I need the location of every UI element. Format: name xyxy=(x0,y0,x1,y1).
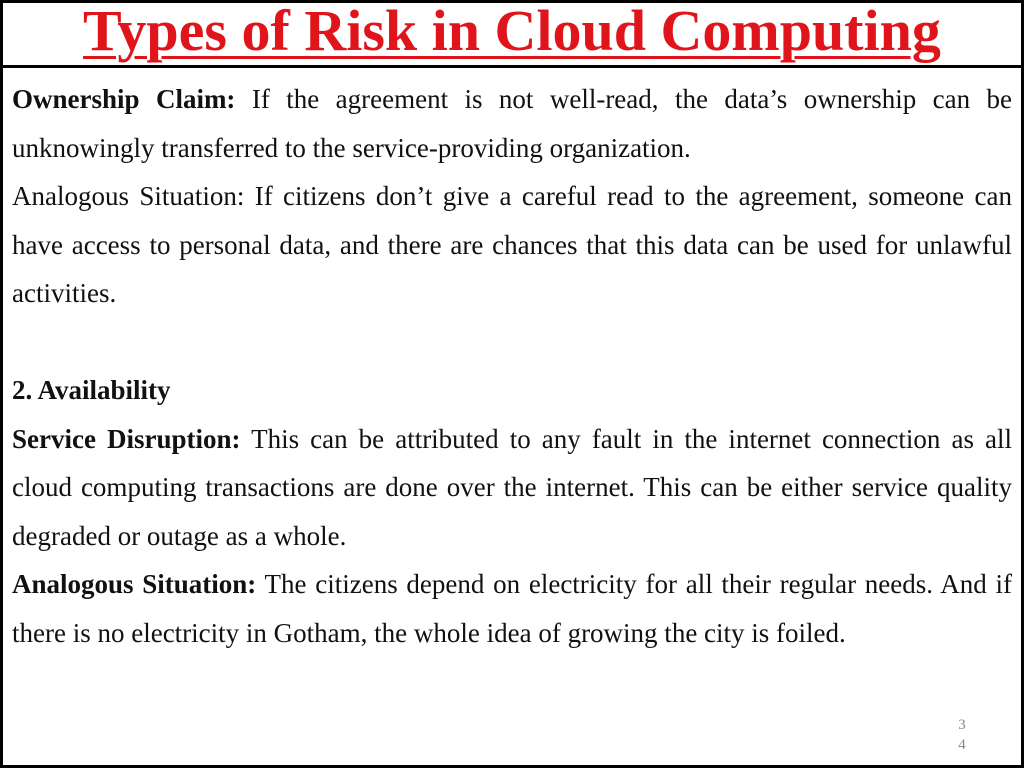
paragraph-text: Analogous Situation: If citizens don’t give a careful read to the agreement, someone can have access to personal data, and there are chances that this data can be used for unlawful activities. xyxy=(12,181,1012,308)
title-bar xyxy=(0,0,1024,68)
slide-title: Types of Risk in Cloud Computing xyxy=(83,0,941,63)
content-box xyxy=(0,68,1024,768)
paragraph-lead: Analogous Situation: xyxy=(12,569,257,599)
page-number-digit-2: 4 xyxy=(958,737,966,753)
paragraph-lead: Ownership Claim: xyxy=(12,84,236,114)
paragraph-lead: Service Disruption: xyxy=(12,423,241,454)
paragraph-analogous-situation-2 xyxy=(12,560,1012,657)
paragraph-text: If the agreement is not well-read, the data’s ownership can be unknowingly transferred to the service-providing organization. xyxy=(12,84,1012,163)
paragraph-text: This can be attributed to any fault in the internet connection as all cloud computing transactions are done over the internet. This can be either service quality degraded or outage as a whole. xyxy=(12,423,1012,551)
section-heading-availability xyxy=(12,366,1012,415)
section-heading: 2. Availability xyxy=(12,375,171,405)
paragraph-ownership-claim xyxy=(12,75,1012,172)
page-number xyxy=(955,715,969,755)
paragraph-text: The citizens depend on electricity for all their regular needs. And if there is no electricity in Gotham, the whole idea of growing the city is foiled. xyxy=(12,569,1012,648)
paragraph-analogous-situation-1 xyxy=(12,172,1012,318)
page-number-digit-1: 3 xyxy=(958,717,966,733)
spacer xyxy=(12,318,1012,367)
paragraph-service-disruption xyxy=(12,415,1012,561)
